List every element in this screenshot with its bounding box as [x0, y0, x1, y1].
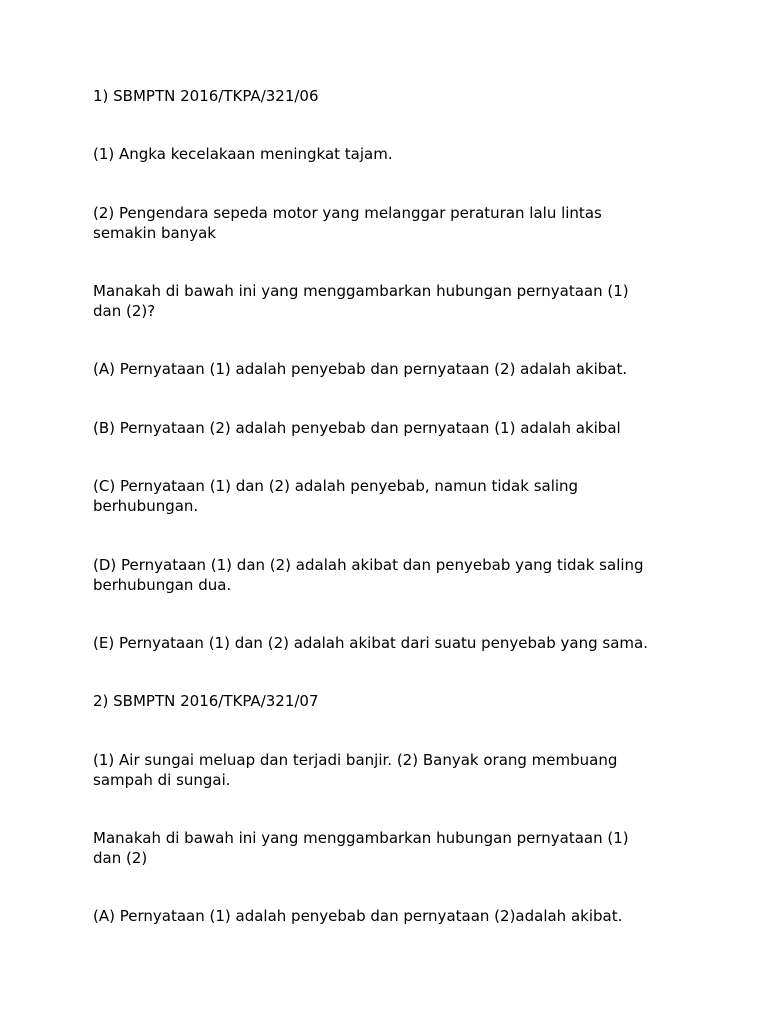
- question-2-title-text: 2) SBMPTN 2016/TKPA/321/07: [93, 692, 319, 710]
- question-1-prompt-line-1: Manakah di bawah ini yang menggambarkan hubungan pernyataan (1): [93, 282, 629, 300]
- question-2-prompt: [93, 829, 678, 868]
- question-1-option-a: [93, 360, 678, 380]
- question-1-title: [93, 87, 678, 107]
- question-1-option-b: [93, 419, 678, 439]
- question-1-option-c-line-2: berhubungan.: [93, 496, 199, 515]
- question-1-prompt-line-2: dan (2)?: [93, 301, 156, 320]
- question-1-statement-1: [93, 145, 678, 165]
- question-2-prompt-line-2: dan (2): [93, 848, 148, 867]
- question-2-statements: [93, 751, 678, 790]
- question-2-option-a: [93, 907, 678, 927]
- question-1-option-d-line-1: (D) Pernyataan (1) dan (2) adalah akibat dan penyebab yang tidak saling: [93, 556, 644, 574]
- question-2-prompt-line-1: Manakah di bawah ini yang menggambarkan hubungan pernyataan (1): [93, 829, 629, 847]
- question-1-option-e-text: (E) Pernyataan (1) dan (2) adalah akibat dari suatu penyebab yang sama.: [93, 634, 648, 652]
- question-1-option-b-text: (B) Pernyataan (2) adalah penyebab dan pernyataan (1) adalah akibal: [93, 419, 621, 437]
- question-1-option-c-line-1: (C) Pernyataan (1) dan (2) adalah penyebab, namun tidak saling: [93, 477, 579, 495]
- question-1-option-a-text: (A) Pernyataan (1) adalah penyebab dan pernyataan (2) adalah akibat.: [93, 360, 628, 378]
- question-1-option-e: [93, 634, 678, 654]
- question-1-option-d: [93, 556, 678, 595]
- question-1-option-c: [93, 477, 678, 516]
- question-2-title: [93, 692, 678, 712]
- question-2-statements-line-2: sampah di sungai.: [93, 770, 231, 789]
- question-1-option-d-line-2: berhubungan dua.: [93, 575, 232, 594]
- question-2-statements-line-1: (1) Air sungai meluap dan terjadi banjir. (2) Banyak orang membuang: [93, 751, 618, 769]
- question-1-title-text: 1) SBMPTN 2016/TKPA/321/06: [93, 87, 319, 105]
- question-1-prompt: [93, 282, 678, 321]
- question-2-option-a-text: (A) Pernyataan (1) adalah penyebab dan pernyataan (2)adalah akibat.: [93, 907, 623, 925]
- question-1-statement-2: [93, 204, 678, 243]
- question-1-statement-1-text: (1) Angka kecelakaan meningkat tajam.: [93, 145, 393, 163]
- question-1-statement-2-line-2: semakin banyak: [93, 223, 216, 242]
- question-1-statement-2-line-1: (2) Pengendara sepeda motor yang melanggar peraturan lalu lintas: [93, 204, 602, 222]
